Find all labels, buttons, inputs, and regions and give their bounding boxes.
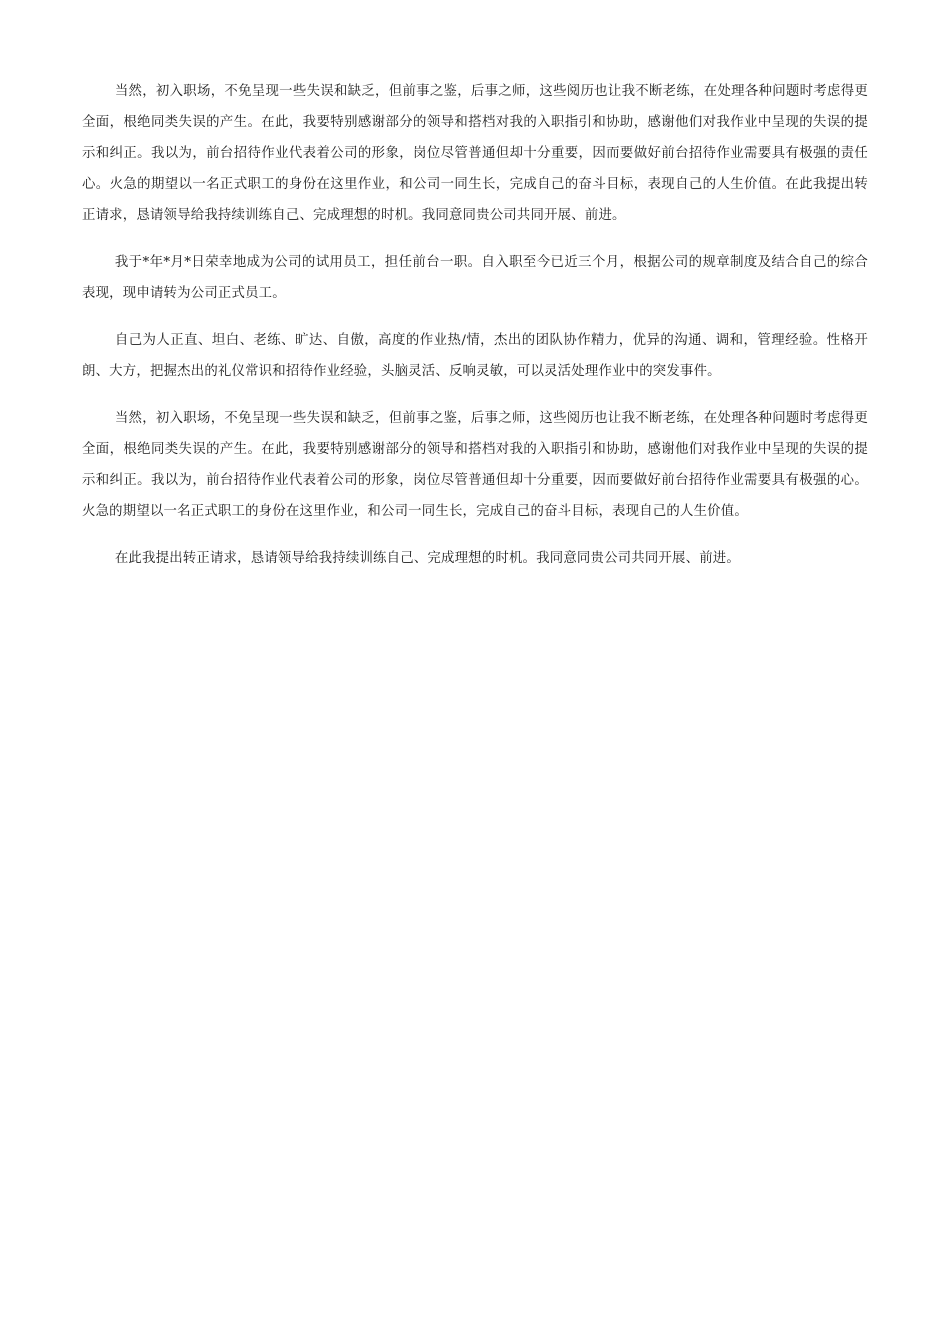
paragraph-4: 当然，初入职场，不免呈现一些失误和缺乏，但前事之鉴，后事之师，这些阅历也让我不断老练，在处理各种问题时考虑得更全面，根绝同类失误的产生。在此，我要特别感谢部分的领导和搭档对我的入职指引和协助，感谢他们对我作业中呈现的失误的提示和纠正。我以为，前台招待作业代表着公司的形象，岗位尽管普通但却十分重要，因而要做好前台招待作业需要具有极强的心。火急的期望以一名正式职工的身份在这里作业，和公司一同生长，完成自己的奋斗目标，表现自己的人生价值。 bbox=[82, 411, 868, 519]
paragraph-1: 当然，初入职场，不免呈现一些失误和缺乏，但前事之鉴，后事之师，这些阅历也让我不断老练，在处理各种问题时考虑得更全面，根绝同类失误的产生。在此，我要特别感谢部分的领导和搭档对我的入职指引和协助，感谢他们对我作业中呈现的失误的提示和纠正。我以为，前台招待作业代表着公司的形象，岗位尽管普通但却十分重要，因而要做好前台招待作业需要具有极强的责任心。火急的期望以一名正式职工的身份在这里作业，和公司一同生长，完成自己的奋斗目标，表现自己的人生价值。在此我提出转正请求，恳请领导给我持续训练自己、完成理想的时机。我同意同贵公司共同开展、前进。 bbox=[82, 84, 868, 223]
paragraph-3: 自己为人正直、坦白、老练、旷达、自傲，高度的作业热/情，杰出的团队协作精力，优异的沟通、调和，管理经验。性格开朗、大方，把握杰出的礼仪常识和招待作业经验，头脑灵活、反响灵敏，可以灵活处理作业中的突发事件。 bbox=[82, 333, 868, 379]
paragraph-5: 在此我提出转正请求，恳请领导给我持续训练自己、完成理想的时机。我同意同贵公司共同开展、前进。 bbox=[114, 551, 740, 566]
document-body bbox=[82, 76, 868, 590]
paragraph-2: 我于*年*月*日荣幸地成为公司的试用员工，担任前台一职。自入职至今已近三个月，根据公司的规章制度及结合自己的综合表现，现申请转为公司正式员工。 bbox=[82, 255, 868, 301]
